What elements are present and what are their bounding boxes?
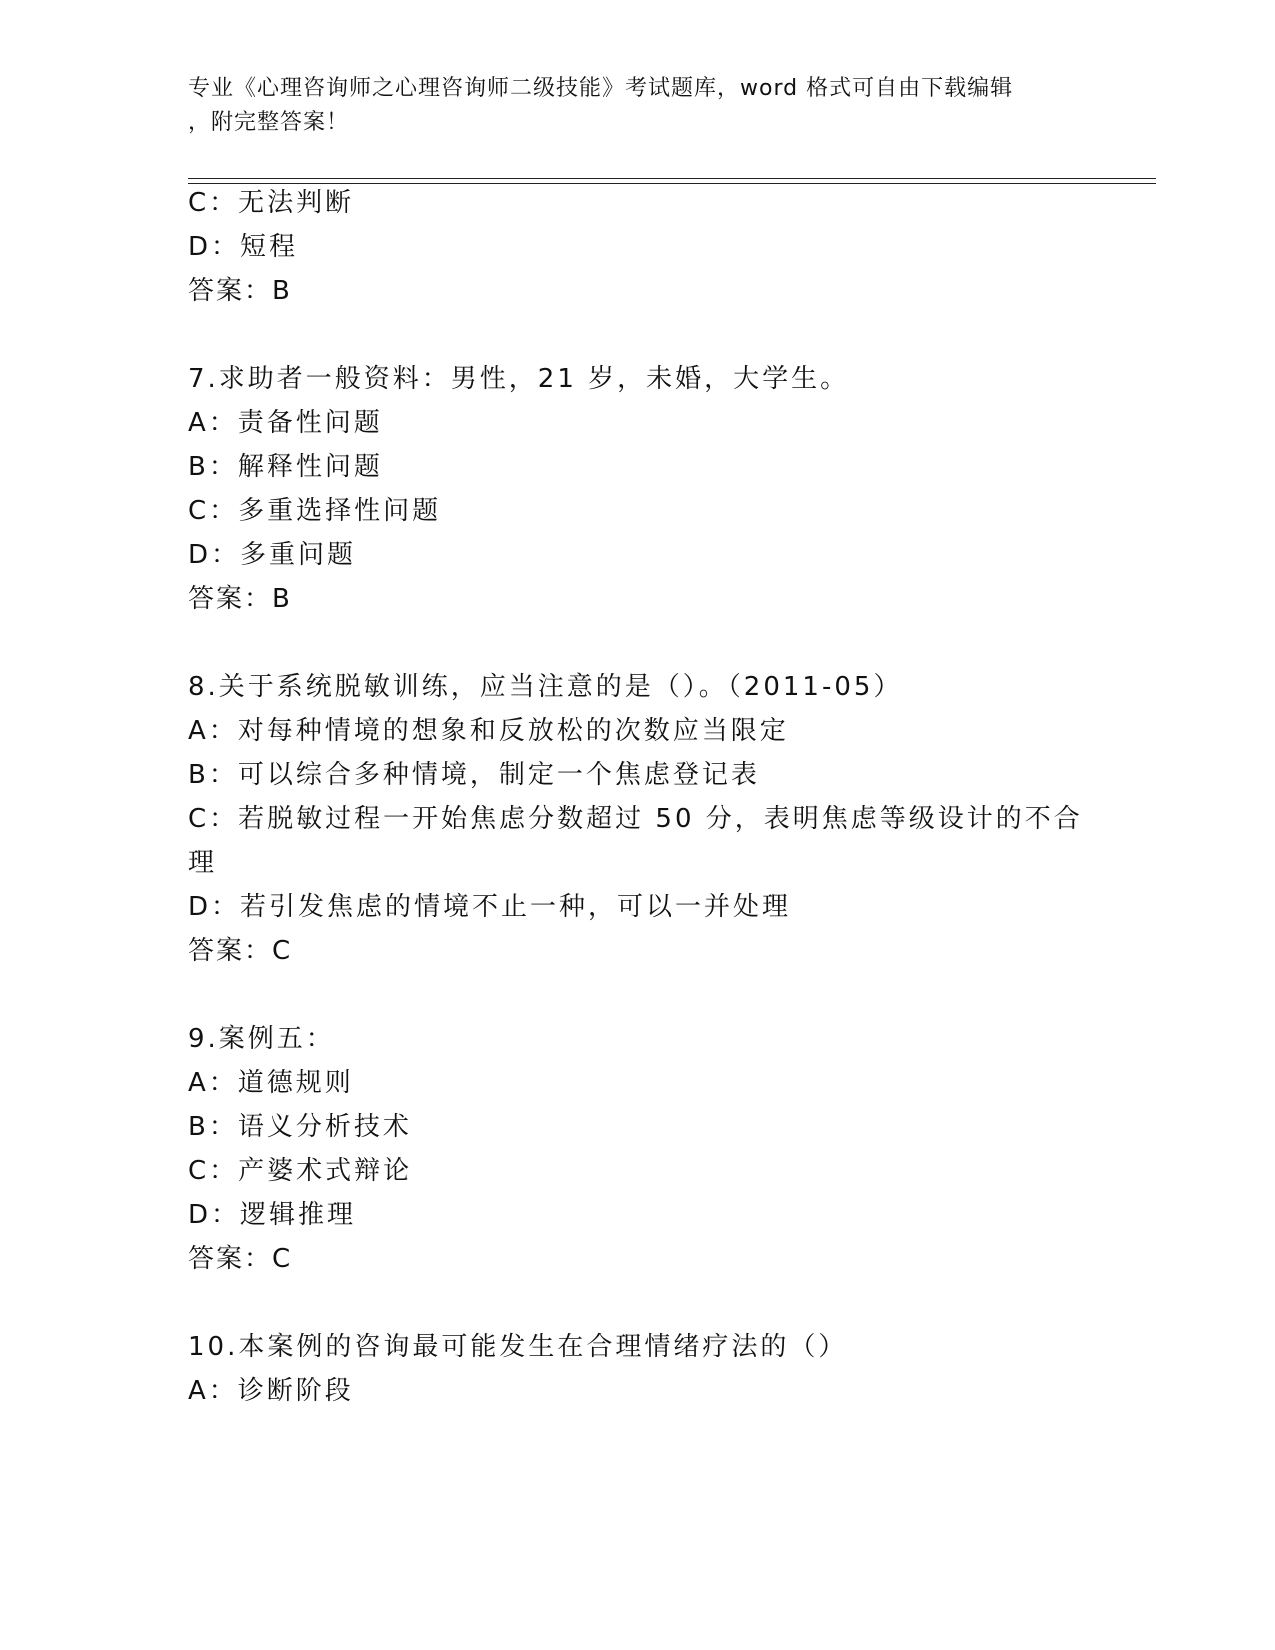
q7-option-a: A：责备性问题 [188,408,383,438]
q6-answer: 答案：B [188,276,292,306]
q9-option-a: A：道德规则 [188,1068,354,1098]
q8-question: 8.关于系统脱敏训练，应当注意的是（）。（2011-05） [188,672,903,702]
q7-option-d: D：多重问题 [188,540,357,570]
q9-question: 9.案例五： [188,1024,335,1054]
q7-option-b: B：解释性问题 [188,452,383,482]
q8-option-b: B：可以综合多种情境，制定一个焦虑登记表 [188,760,760,790]
q10-option-a: A：诊断阶段 [188,1376,354,1406]
q9-answer: 答案：C [188,1244,293,1274]
header-title-line2: ，附完整答案！ [188,110,350,135]
q8-option-a: A：对每种情境的想象和反放松的次数应当限定 [188,716,789,746]
q6-option-d: D：短程 [188,232,299,262]
header-divider-bottom [188,183,1156,184]
q8-answer: 答案：C [188,936,293,966]
q10-question: 10.本案例的咨询最可能发生在合理情绪疗法的（） [188,1332,848,1362]
q7-option-c: C：多重选择性问题 [188,496,442,526]
header-divider-top [188,178,1156,179]
q6-option-c: C：无法判断 [188,188,355,218]
q7-question: 7.求助者一般资料：男性，21 岁，未婚，大学生。 [188,364,850,394]
q9-option-d: D：逻辑推理 [188,1200,357,1230]
header-title-line1: 专业《心理咨询师之心理咨询师二级技能》考试题库，word 格式可自由下载编辑 [188,76,1014,101]
q8-option-c-continued: 理 [188,848,218,878]
q9-option-b: B：语义分析技术 [188,1112,412,1142]
q9-option-c: C：产婆术式辩论 [188,1156,413,1186]
q8-option-d: D：若引发焦虑的情境不止一种，可以一并处理 [188,892,792,922]
q7-answer: 答案：B [188,584,292,614]
q8-option-c: C：若脱敏过程一开始焦虑分数超过 50 分，表明焦虑等级设计的不合 [188,804,1083,834]
document-header [188,72,1068,140]
